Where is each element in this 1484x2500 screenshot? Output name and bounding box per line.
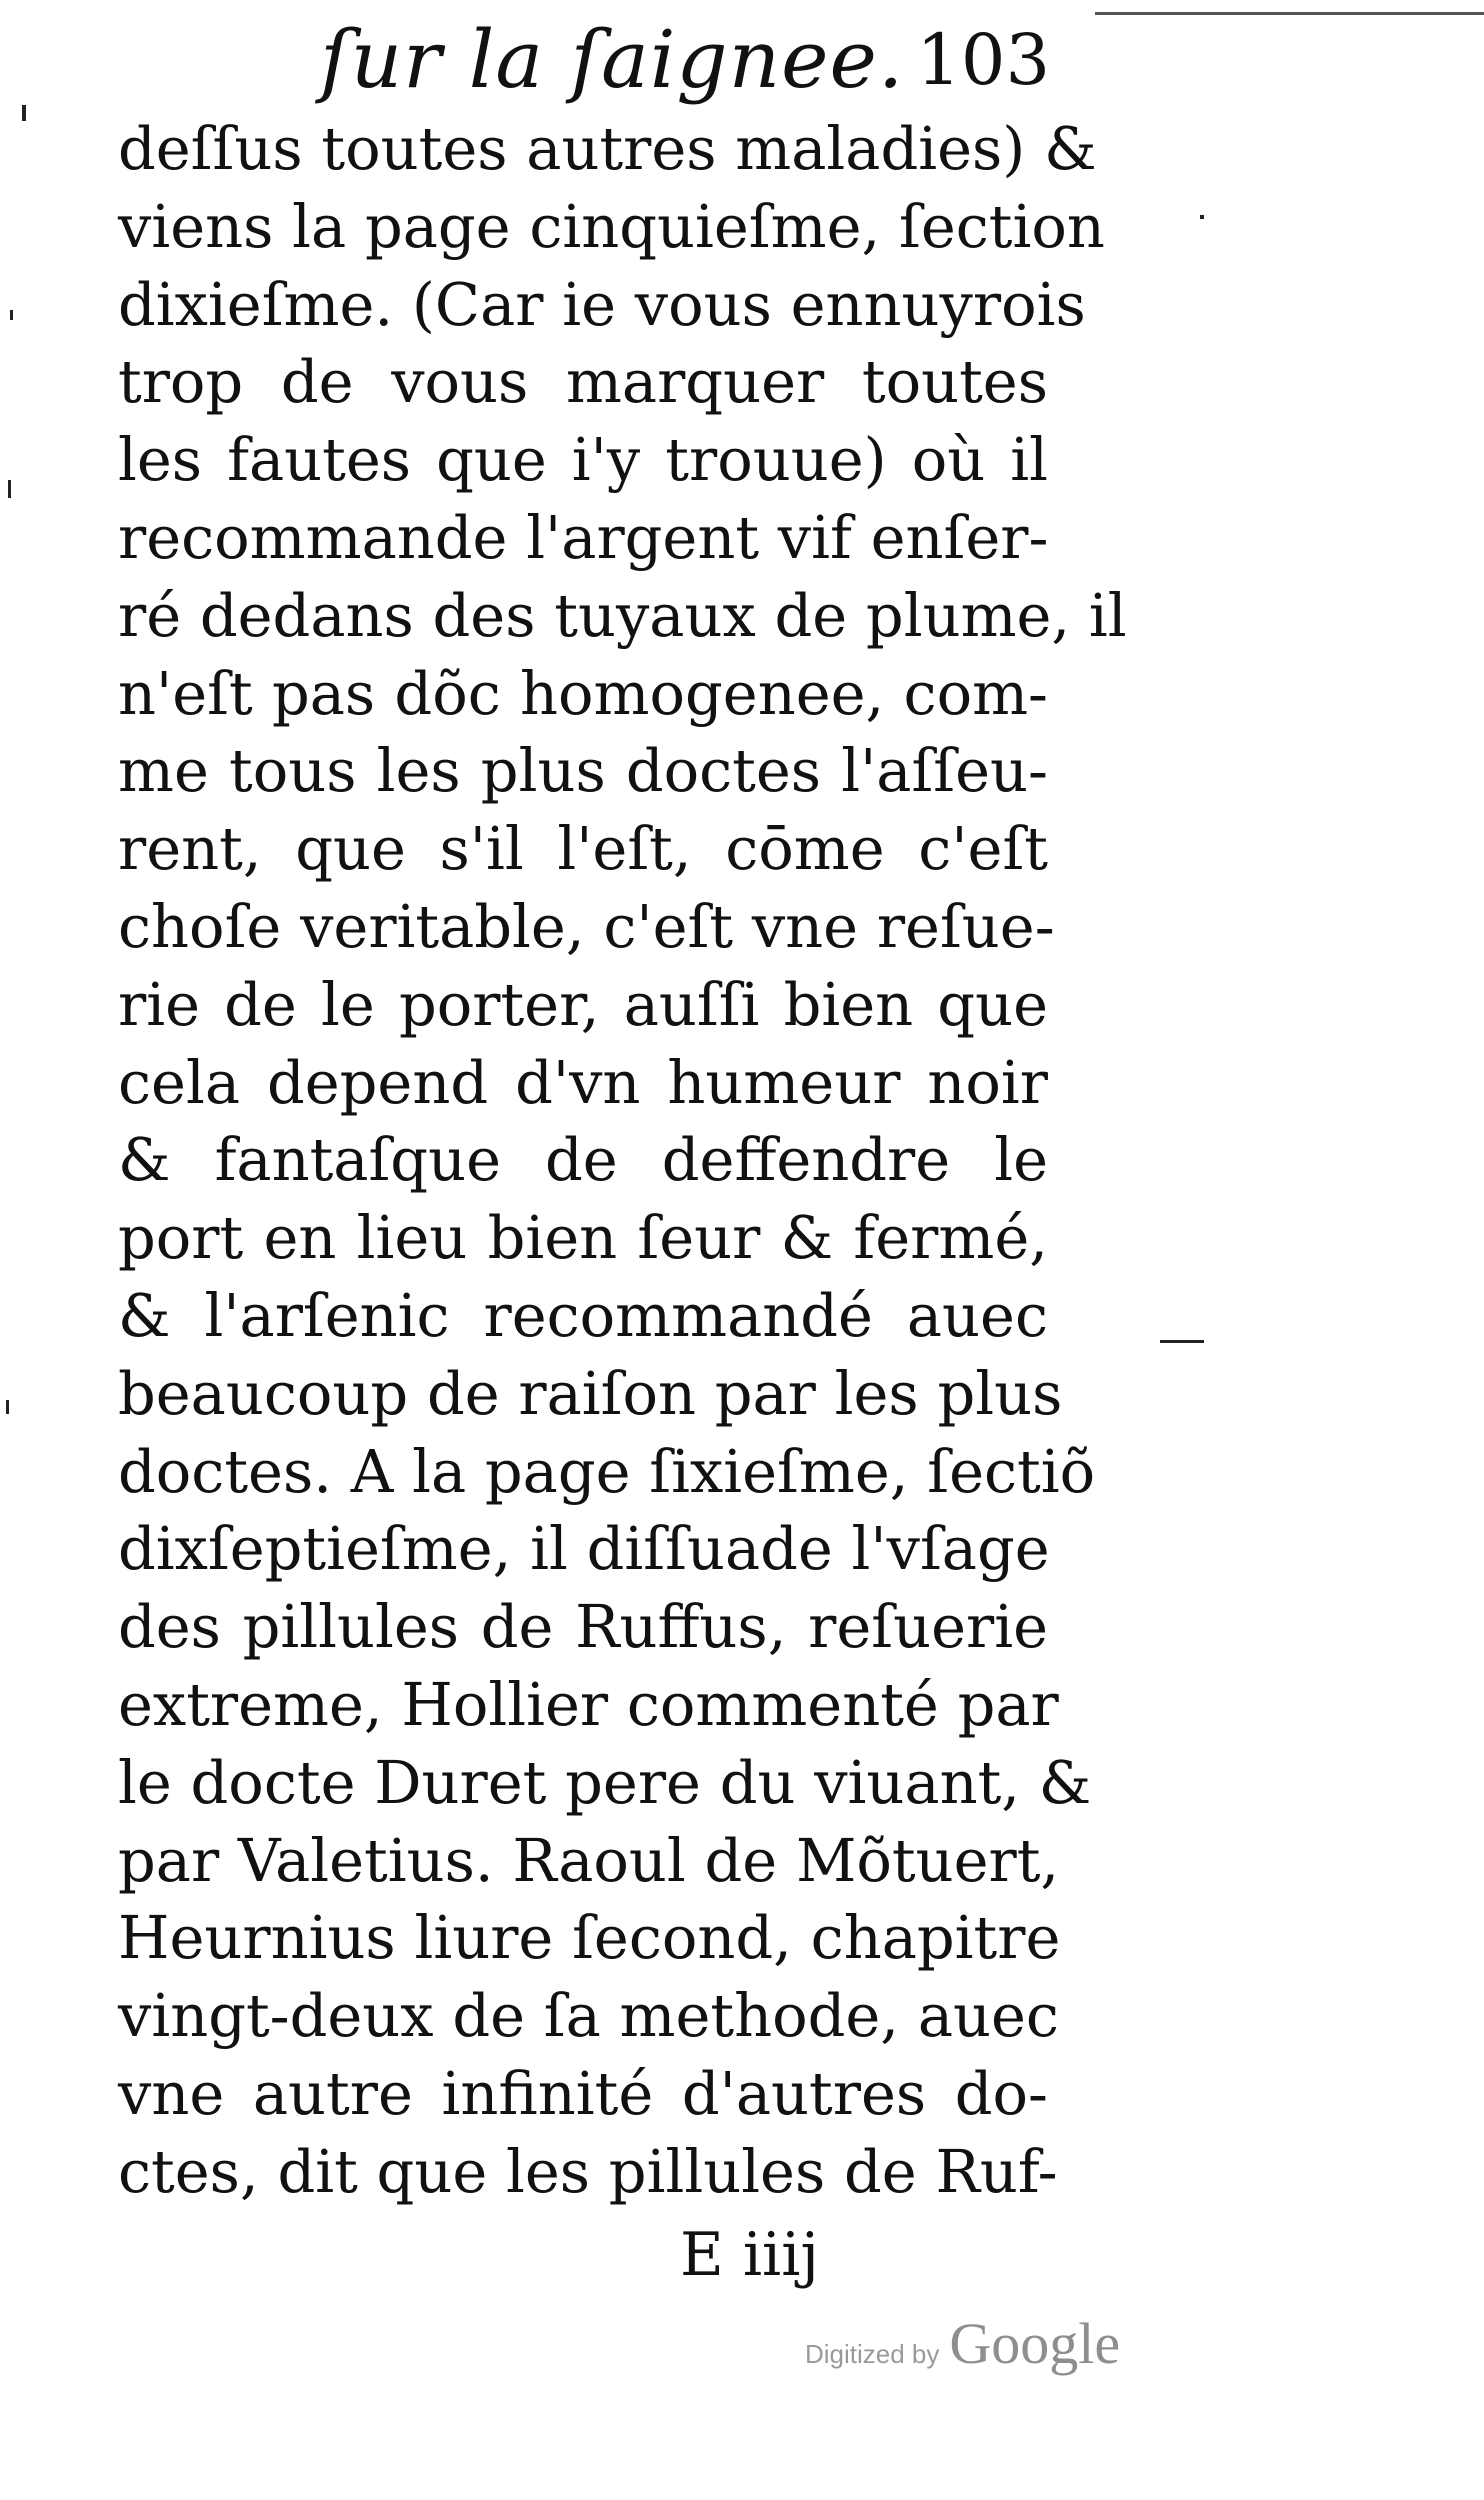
text-line: des pillules de Ruffus, reſuerie	[118, 1592, 1048, 1662]
text-line: dixieſme. (Car ie vous ennuyrois	[118, 269, 1086, 339]
text-line: extreme, Hollier commenté par	[118, 1669, 1059, 1739]
text-line: choſe veritable, c'eſt vne reſue-	[118, 891, 1055, 961]
text-line: cela depend d'vn humeur noir	[118, 1047, 1048, 1117]
text-line: deſſus toutes autres maladies) &	[118, 114, 1097, 183]
text-line: port en lieu bien ſeur & fermé,	[118, 1203, 1048, 1273]
margin-speck	[1160, 1340, 1204, 1343]
text-line: le docte Duret pere du viuant, &	[118, 1747, 1092, 1817]
text-line: viens la page cinquieſme, ſection	[118, 191, 1105, 261]
page-number: 103	[916, 19, 1050, 101]
text-line: & fantaſque de deffendre le	[118, 1125, 1048, 1195]
margin-speck	[6, 1400, 9, 1414]
text-line: ctes, dit que les pillules de Ruf-	[118, 2136, 1058, 2206]
margin-speck	[22, 105, 26, 121]
margin-speck	[1200, 215, 1204, 219]
signature-mark: E iiij	[680, 2220, 820, 2290]
text-line: dixſeptieſme, il diſſuade l'vſage	[118, 1514, 1050, 1584]
text-line: me tous les plus doctes l'aſſeu-	[118, 736, 1048, 806]
text-line: beaucoup de raiſon par les plus	[118, 1358, 1063, 1428]
top-edge-rule	[1095, 12, 1484, 15]
text-line: rent, que s'il l'eſt, cōme c'eſt	[118, 814, 1048, 884]
text-line: trop de vous marquer toutes	[118, 347, 1048, 417]
body-text	[118, 110, 1127, 2211]
page-header	[320, 10, 1080, 110]
text-line: ré dedans des tuyaux de plume, il	[118, 580, 1127, 650]
text-line: les fautes que i'y trouue) où il	[118, 425, 1048, 495]
digitization-watermark	[805, 2310, 1120, 2400]
margin-speck	[8, 480, 11, 498]
text-line: rie de le porter, auſſi bien que	[118, 969, 1048, 1039]
google-logo: Google	[949, 2311, 1121, 2376]
text-line: par Valetius. Raoul de Mõtuert,	[118, 1825, 1060, 1895]
margin-speck	[10, 310, 13, 320]
text-line: vingt-deux de ſa methode, auec	[118, 1981, 1059, 2051]
text-line: recommande l'argent vif enſer-	[118, 502, 1049, 572]
text-line: Heurnius liure ſecond, chapitre	[118, 1903, 1061, 1973]
text-line: & l'arſenic recommandé auec	[118, 1280, 1048, 1350]
text-line: doctes. A la page ſixieſme, ſectiõ	[118, 1436, 1096, 1506]
text-line: n'eſt pas dõc homogenee, com-	[118, 658, 1048, 728]
text-line: vne autre infinité d'autres do-	[118, 2058, 1048, 2128]
watermark-prefix: Digitized by	[805, 2339, 940, 2369]
running-title: ſur la ſaignee.	[320, 13, 905, 106]
